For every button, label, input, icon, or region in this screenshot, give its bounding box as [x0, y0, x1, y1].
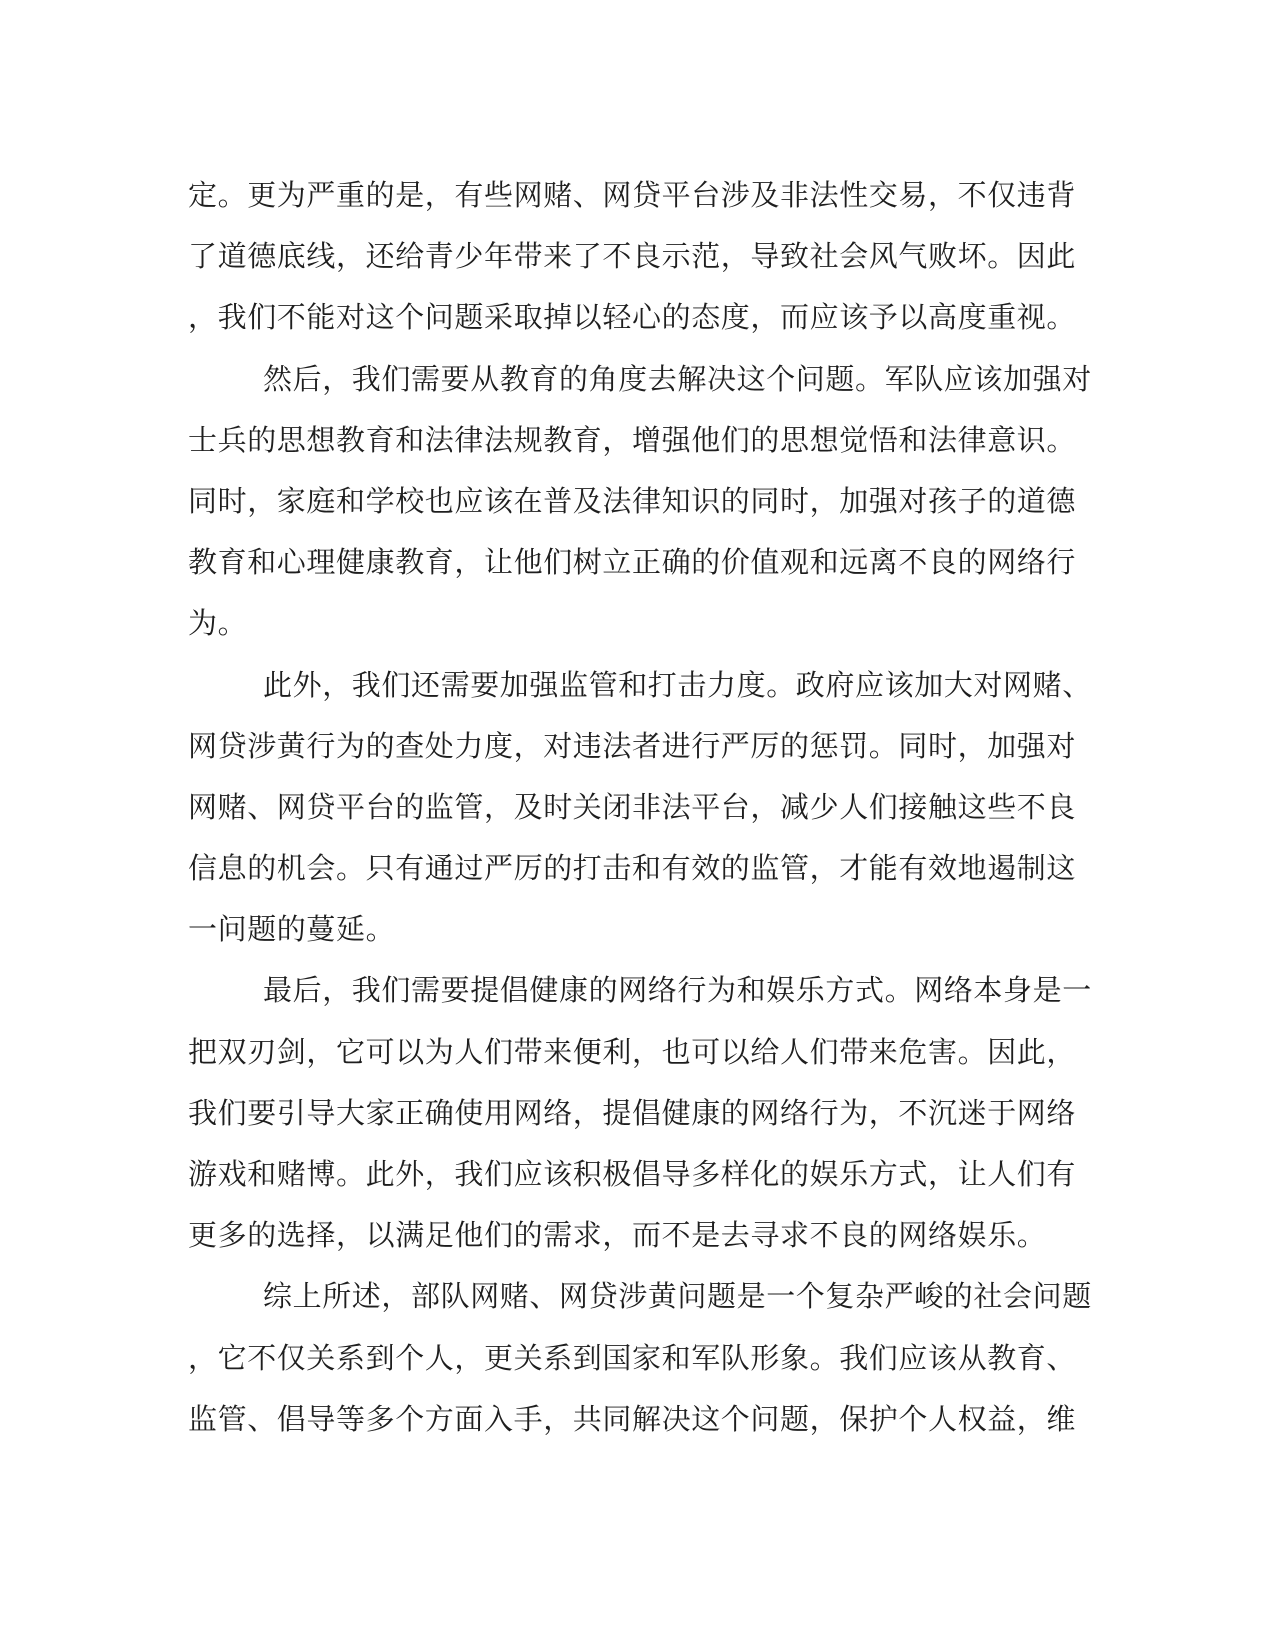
paragraph-first-line: 最后，我们需要提倡健康的网络行为和娱乐方式。网络本身是一 — [263, 973, 1092, 1008]
text-line: 同时，家庭和学校也应该在普及法律知识的同时，加强对孩子的道德 — [188, 483, 1077, 518]
text-line: 信息的机会。只有通过严厉的打击和有效的监管，才能有效地遏制这 — [188, 851, 1077, 886]
text-line: 监管、倡导等多个方面入手，共同解决这个问题，保护个人权益，维 — [188, 1401, 1077, 1436]
text-line: 我们要引导大家正确使用网络，提倡健康的网络行为，不沉迷于网络 — [188, 1095, 1077, 1130]
text-line: ，它不仅关系到个人，更关系到国家和军队形象。我们应该从教育、 — [188, 1340, 1077, 1375]
text-line: 网赌、网贷平台的监管，及时关闭非法平台，减少人们接触这些不良 — [188, 789, 1077, 824]
text-line: 士兵的思想教育和法律法规教育，增强他们的思想觉悟和法律意识。 — [188, 422, 1077, 457]
body-text — [188, 165, 1092, 1450]
paragraph-first-line: 此外，我们还需要加强监管和打击力度。政府应该加大对网赌、 — [263, 667, 1092, 702]
paragraph-first-line: 然后，我们需要从教育的角度去解决这个问题。军队应该加强对 — [263, 361, 1092, 396]
text-line: 为。 — [188, 606, 248, 641]
text-line: 游戏和赌博。此外，我们应该积极倡导多样化的娱乐方式，让人们有 — [188, 1157, 1077, 1191]
text-line: 定。更为严重的是，有些网赌、网贷平台涉及非法性交易，不仅违背 — [188, 178, 1077, 212]
paragraph-first-line: 综上所述，部队网赌、网贷涉黄问题是一个复杂严峻的社会问题 — [263, 1279, 1092, 1314]
text-line: 把双刃剑，它可以为人们带来便利，也可以给人们带来危害。因此， — [188, 1034, 1077, 1069]
text-line: 更多的选择，以满足他们的需求，而不是去寻求不良的网络娱乐。 — [188, 1218, 1047, 1253]
text-line: 教育和心理健康教育，让他们树立正确的价值观和远离不良的网络行 — [188, 545, 1077, 580]
text-line: 了道德底线，还给青少年带来了不良示范，导致社会风气败坏。因此 — [188, 239, 1077, 274]
text-line: 一问题的蔓延。 — [188, 912, 396, 947]
text-line: 网贷涉黄行为的查处力度，对违法者进行严厉的惩罚。同时，加强对 — [188, 728, 1077, 763]
text-line: ，我们不能对这个问题采取掉以轻心的态度，而应该予以高度重视。 — [188, 300, 1077, 335]
